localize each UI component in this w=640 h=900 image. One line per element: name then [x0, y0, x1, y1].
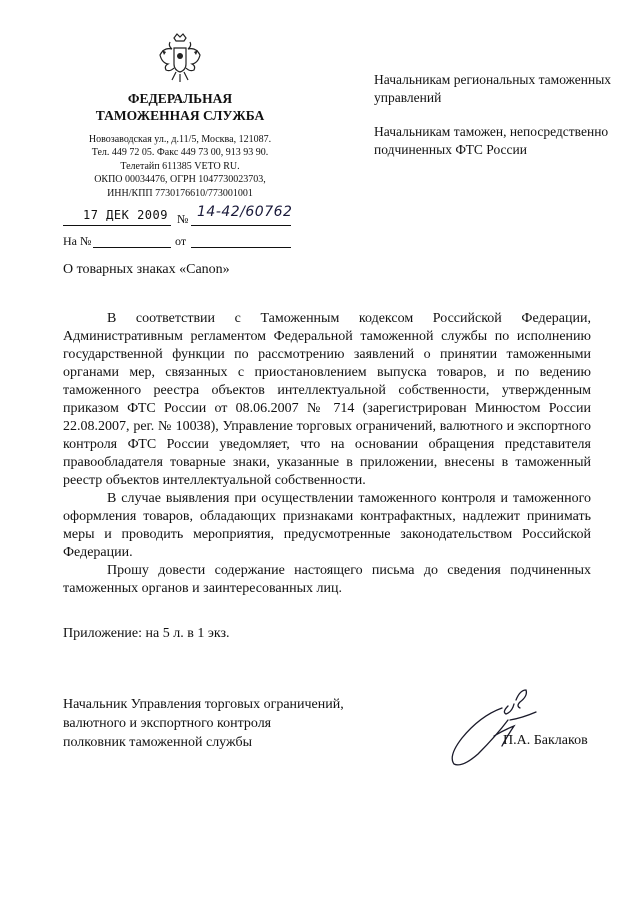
- recipients-block: [374, 71, 614, 175]
- org-name-line2: ТАМОЖЕННАЯ СЛУЖБА: [95, 108, 265, 123]
- signer-title-line2: валютного и экспортного контроля: [63, 716, 272, 731]
- sender-inn-kpp: ИНН/КПП 7730176610/773001001: [107, 187, 253, 199]
- recipient-customs: Начальникам таможен, непосредственно подчиненных ФТС России: [374, 124, 609, 157]
- body-paragraph-1: В соответствии с Таможенным кодексом Российской Федерации, Административным регламентом Федеральной таможенной службы по исполнению государственной функции по рассмотрению заявлений о принятии таможенными органами мер, связанных с приостановлением выпуска товаров, и по ведению таможенного реестра объектов интеллектуальной собственности, утвержденным приказом ФТС России от 08.06.2007 № 714 (зарегистрирован Минюстом России 22.08.2007, рег. № 10038), Управление торговых ограничений, валютного и экспортного контроля ФТС России уведомляет, что на основании обращения представителя правообладателя товарные знаки, указанные в приложении, внесены в таможенный реестр объектов интеллектуальной собственности.: [63, 311, 591, 488]
- signer-name: П.А. Баклаков: [503, 733, 588, 748]
- russian-coat-of-arms-icon: [156, 32, 204, 86]
- attachment-note: Приложение: на 5 л. в 1 экз.: [63, 626, 230, 641]
- reference-from-label: от: [175, 234, 187, 248]
- reference-number-blank: [93, 247, 171, 248]
- signer-title-line3: полковник таможенной службы: [63, 735, 253, 750]
- handwritten-signature-icon: [424, 686, 559, 768]
- registration-row: [63, 204, 303, 228]
- letter-subject: О товарных знаках «Canon»: [63, 262, 230, 277]
- signer-title-line1: Начальник Управления торговых ограничений,: [63, 697, 344, 712]
- sender-teletype: Телетайп 611385 VETO RU.: [120, 160, 240, 172]
- registration-number: 14-42/60762: [197, 204, 293, 220]
- body-paragraph-2: В случае выявления при осуществлении таможенного контроля и таможенного оформления товаров, обладающих признаками контрафактных, надлежит принимать меры и проводить мероприятия, предусмотренные законодательством Российской Федерации.: [63, 491, 591, 560]
- sender-contacts: [60, 133, 300, 200]
- registration-number-label: №: [177, 212, 189, 226]
- recipient-regional: Начальникам региональных таможенных управлений: [374, 72, 612, 105]
- letter-body: [63, 310, 591, 598]
- reference-date-blank: [191, 247, 291, 248]
- reference-row: [63, 234, 303, 250]
- sender-organization-name: [60, 90, 300, 124]
- sender-okpo-ogrn: ОКПО 00034476, ОГРН 1047730023703,: [94, 174, 266, 186]
- body-paragraph-3: Прошу довести содержание настоящего письма до сведения подчиненных таможенных органов и заинтересованных лиц.: [63, 563, 591, 596]
- date-underline: [63, 225, 171, 226]
- signer-title: [63, 695, 393, 752]
- registration-date: 17 ДЕК 2009: [83, 208, 168, 222]
- org-name-line1: ФЕДЕРАЛЬНАЯ: [127, 91, 233, 106]
- sender-phones: Тел. 449 72 05. Факс 449 73 00, 913 93 90.: [91, 147, 269, 159]
- sender-address: Новозаводская ул., д.11/5, Москва, 121087.: [88, 134, 272, 145]
- number-underline: [191, 225, 291, 226]
- reference-number-label: На №: [63, 234, 92, 248]
